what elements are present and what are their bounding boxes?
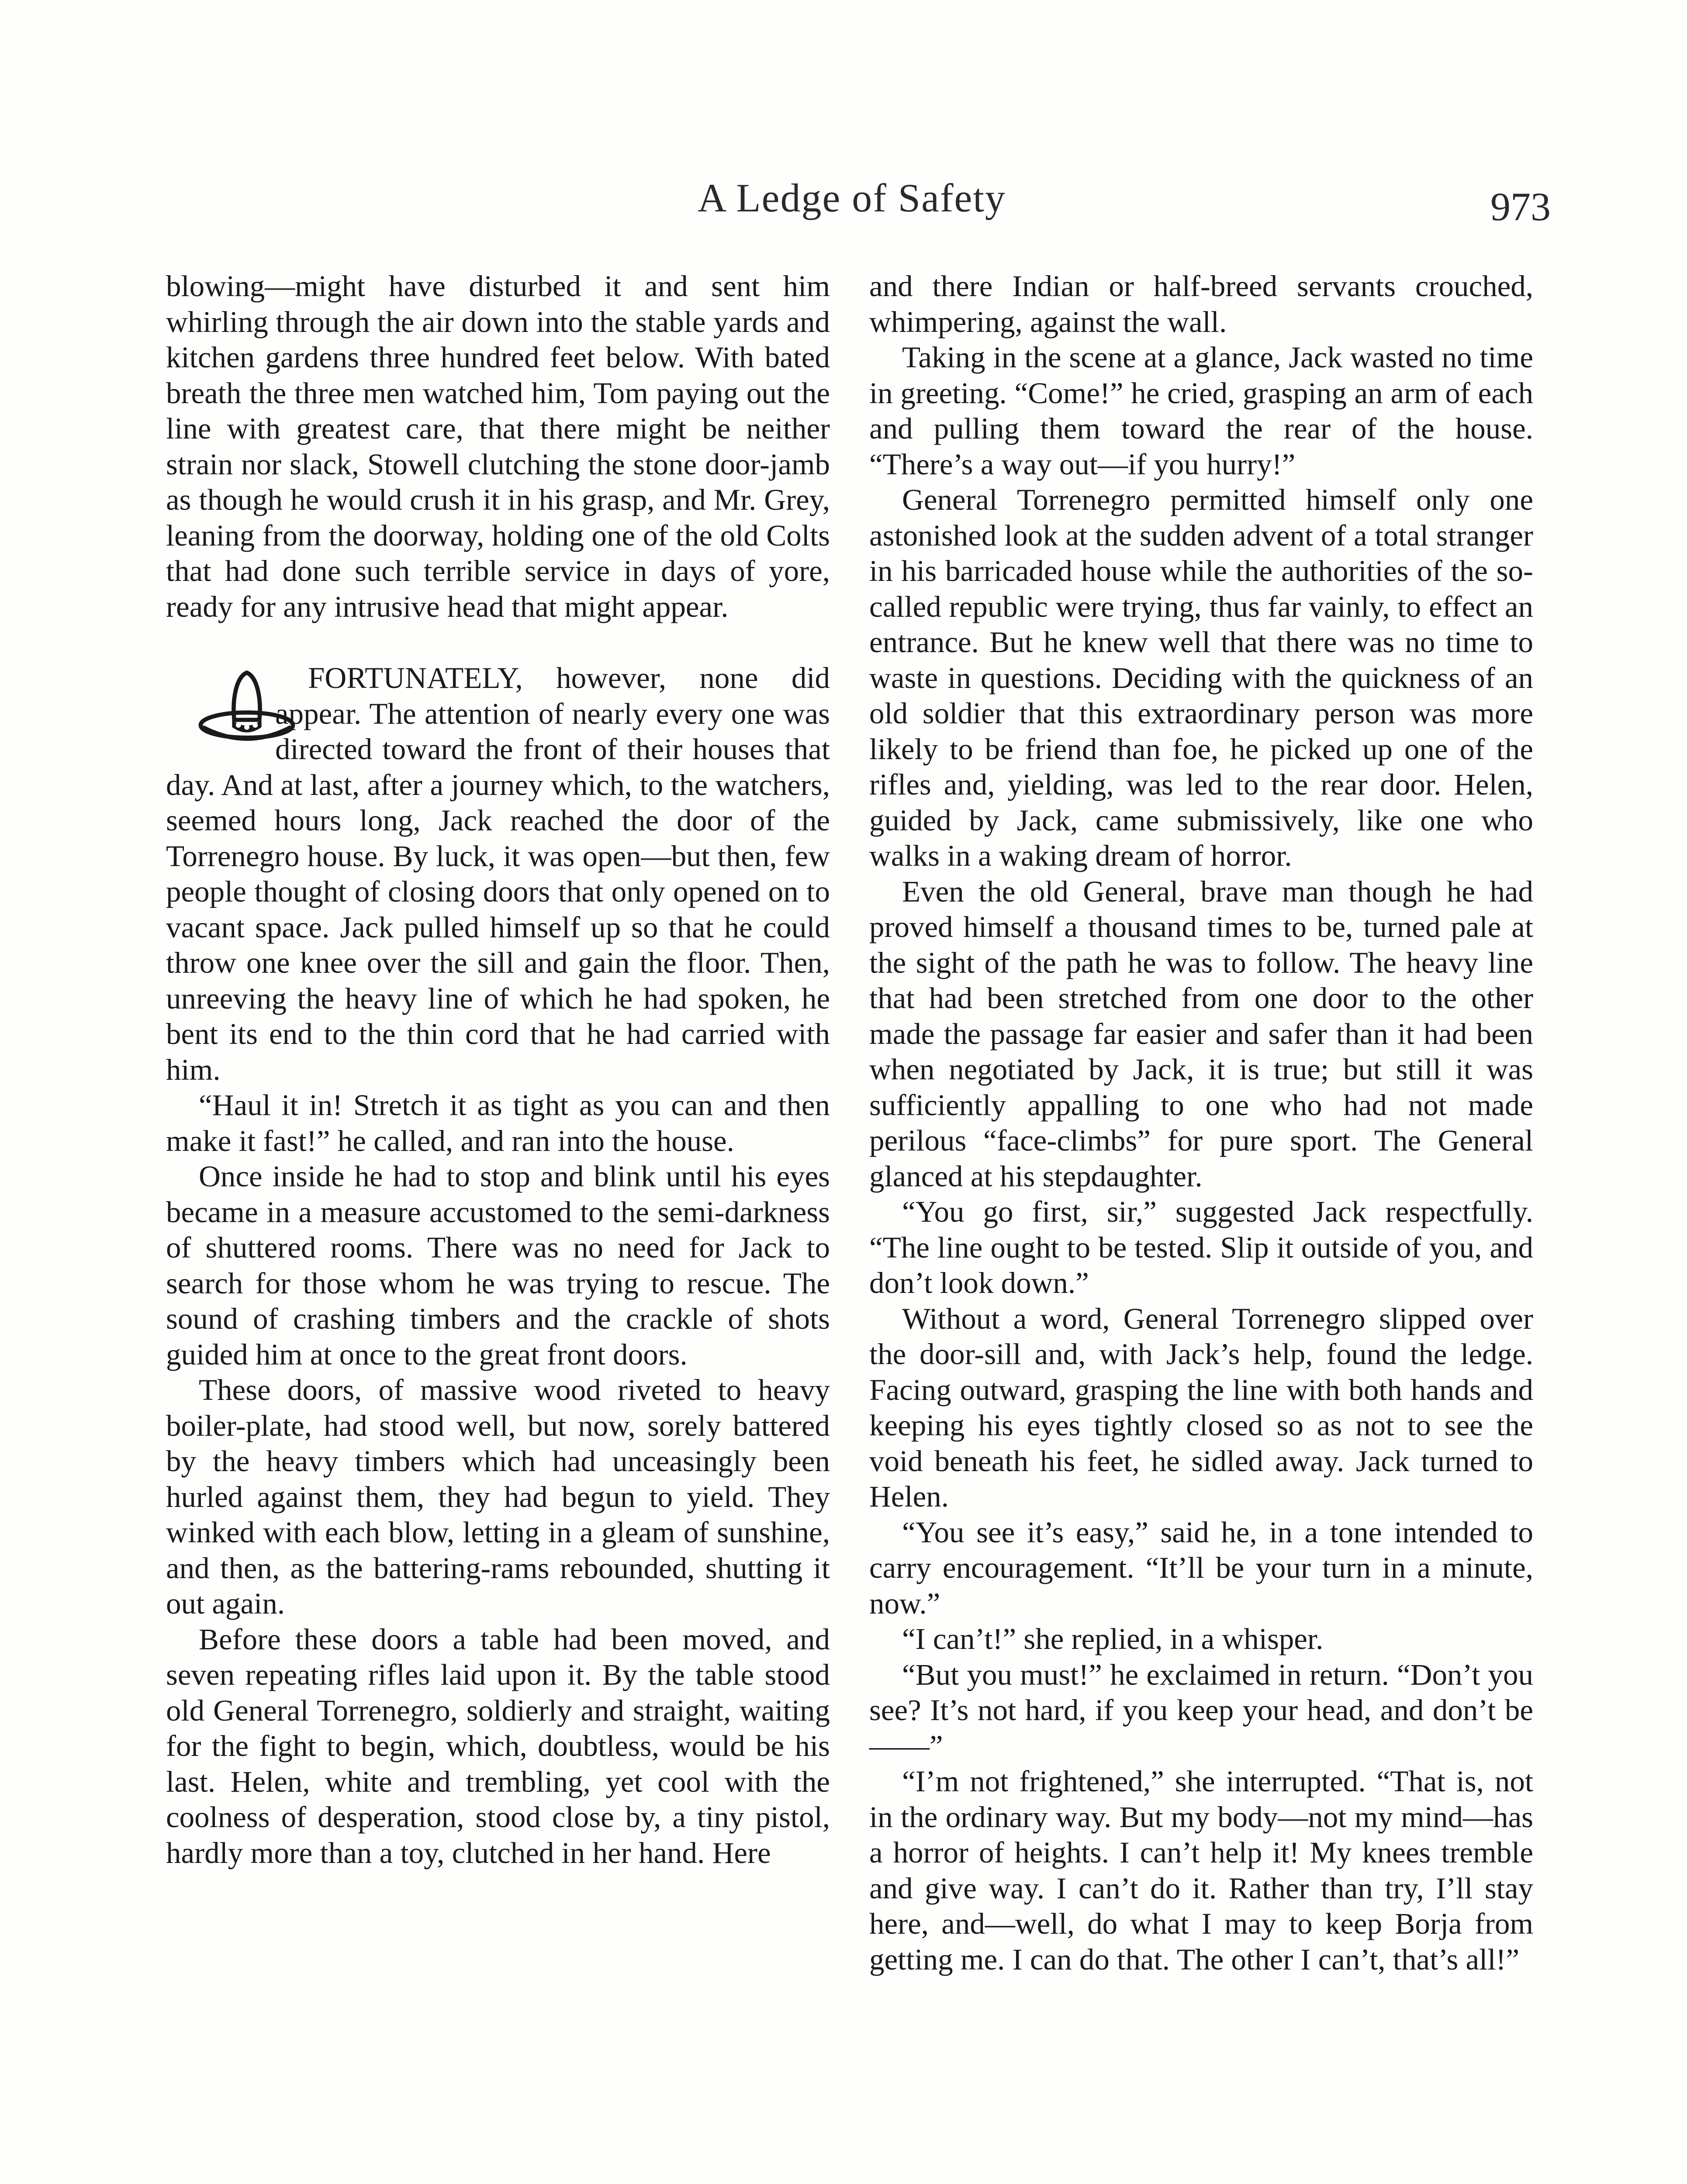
paragraph: “I’m not frightened,” she interrupted. “That is, not in the ordinary way. But my body—not my mind—has a horror of heights. I can’t help it! My knees tremble and give way. I can’t do it. Rather than try, I’ll stay here, and—well, do what I may to keep Borja from getting me. I can do that. The other I can’t, that’s all!” — [869, 1765, 1533, 1976]
right-column — [869, 269, 1533, 1977]
paragraph: “I can’t!” she replied, in a whisper. — [902, 1622, 1324, 1655]
page-title: A Ledge of Safety — [698, 176, 1006, 220]
paragraph: and there Indian or half-breed servants crouched, whimpering, against the wall. — [869, 270, 1533, 339]
paragraph-text: FORTUNATELY, however, none did appear. The attention of nearly every one was directed toward the front of their houses that day. And at last, after a journey which, to the watchers, seemed hours long, Jack reached the door of the Torrenegro house. By luck, it was open—but then, few people thought of closing doors that only opened on to vacant space. Jack pulled himself up so that he could throw one knee over the sill and gain the floor. Then, unreeving the heavy line of which he had spoken, he bent its end to the thin cord that he had carried with him. — [166, 661, 830, 1086]
page-number: 973 — [1490, 184, 1551, 229]
running-head — [166, 175, 1551, 232]
paragraph: blowing—might have disturbed it and sent him whirling through the air down into the stable yards and kitchen gardens three hundred feet below. With bated breath the three men watched him, Tom paying out the line with greatest care, that there might be neither strain nor slack, Stowell clutching the stone door-jamb as though he would crush it in his grasp, and Mr. Grey, leaning from the doorway, holding one of the old Colts that had done such terrible service in days of yore, ready for any intrusive head that might appear. — [166, 270, 830, 623]
paragraph: Even the old General, brave man though he had proved himself a thousand times to be, turned pale at the sight of the path he was to follow. The heavy line that had been stretched from one door to the other made the passage far easier and safer than it had been when negotiated by Jack, it is true; but still it was sufficiently appalling to one who had not made perilous “face-climbs” for pure sport. The General glanced at his stepdaughter. — [869, 874, 1533, 1193]
sombrero-hat-icon — [162, 662, 266, 767]
paragraph: “But you must!” he exclaimed in return. “Don’t you see? It’s not hard, if you keep your head, and don’t be——” — [869, 1658, 1533, 1762]
paragraph-with-ornament — [166, 660, 830, 1088]
paragraph: “You see it’s easy,” said he, in a tone intended to carry encouragement. “It’ll be your turn in a minute, now.” — [869, 1515, 1533, 1620]
paragraph: Without a word, General Torrenegro slipped over the door-sill and, with Jack’s help, found the ledge. Facing outward, grasping the line with both hands and keeping his eyes tightly closed so as not to see the void beneath his feet, he sidled away. Jack turned to Helen. — [869, 1302, 1533, 1513]
paragraph: General Torrenegro permitted himself only one astonished look at the sudden advent of a total stranger in his barricaded house while the authorities of the so-called republic were trying, thus far vainly, to effect an entrance. But he knew well that there was no time to waste in questions. Deciding with the quickness of an old soldier that this extraordinary person was more likely to be friend than foe, he picked up one of the rifles and, yielding, was led to the rear door. Helen, guided by Jack, came submissively, like one who walks in a waking dream of horror. — [869, 483, 1533, 872]
paragraph: Once inside he had to stop and blink until his eyes became in a measure accustomed to the semi-darkness of shuttered rooms. There was no need for Jack to search for those whom he was trying to rescue. The sound of crashing timbers and the crackle of shots guided him at once to the great front doors. — [166, 1160, 830, 1371]
paragraph: Before these doors a table had been moved, and seven repeating rifles laid upon it. By the table stood old General Torrenegro, soldierly and straight, waiting for the fight to begin, which, doubtless, would be his last. Helen, white and trembling, yet cool with the coolness of desperation, stood close by, a tiny pistol, hardly more than a toy, clutched in her hand. Here — [166, 1622, 830, 1870]
section-break — [166, 625, 830, 660]
paragraph: “Haul it in! Stretch it as tight as you can and then make it fast!” he called, and ran into the house. — [166, 1089, 830, 1158]
paragraph: These doors, of massive wood riveted to heavy boiler-plate, had stood well, but now, sorely battered by the heavy timbers which had unceasingly been hurled against them, they had begun to yield. They winked with each blow, letting in a gleam of sunshine, and then, as the battering-rams rebounded, shutting it out again. — [166, 1373, 830, 1620]
paragraph: “You go first, sir,” suggested Jack respectfully. “The line ought to be tested. Slip it outside of you, and don’t look down.” — [869, 1195, 1533, 1299]
paragraph: Taking in the scene at a glance, Jack wasted no time in greeting. “Come!” he cried, grasping an arm of each and pulling them toward the rear of the house. “There’s a way out—if you hurry!” — [869, 341, 1533, 481]
left-column — [166, 269, 830, 1871]
